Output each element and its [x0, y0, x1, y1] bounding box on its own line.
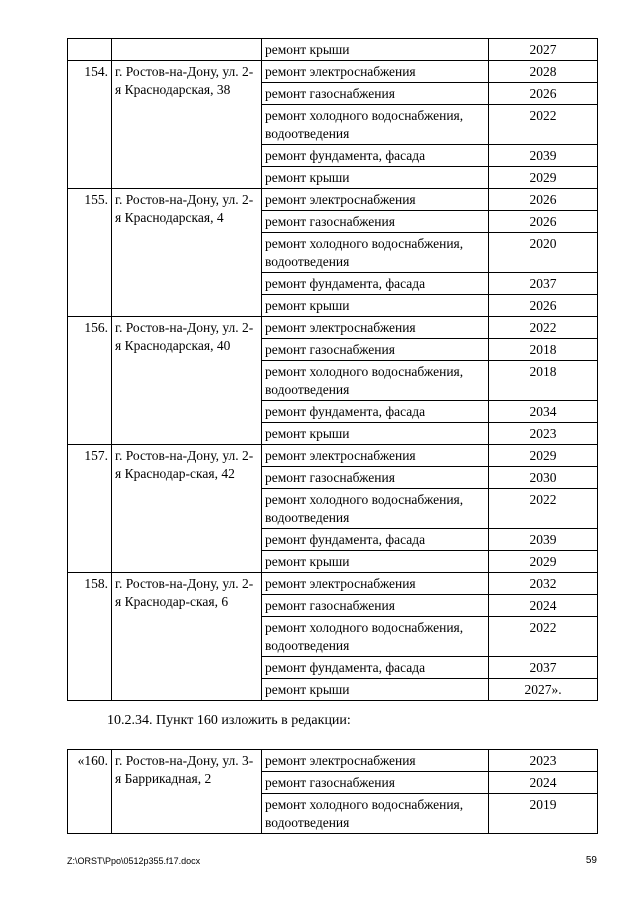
- table-row: [68, 61, 598, 83]
- address-cell: г. Ростов-на-Дону, ул. 2-я Краснодар-ская, 42: [112, 445, 262, 573]
- work-type-cell: ремонт холодного водоснабжения, водоотведения: [262, 794, 489, 834]
- work-type-cell: ремонт электроснабжения: [262, 317, 489, 339]
- work-type-cell: ремонт фундамента, фасада: [262, 273, 489, 295]
- year-cell: 2026: [489, 189, 598, 211]
- address-cell: г. Ростов-на-Дону, ул. 2-я Краснодарская, 4: [112, 189, 262, 317]
- year-cell: 2026: [489, 211, 598, 233]
- year-cell: 2022: [489, 489, 598, 529]
- work-type-cell: ремонт холодного водоснабжения, водоотведения: [262, 105, 489, 145]
- work-type-cell: ремонт газоснабжения: [262, 772, 489, 794]
- work-type-cell: ремонт газоснабжения: [262, 339, 489, 361]
- year-cell: 2024: [489, 772, 598, 794]
- work-type-cell: ремонт крыши: [262, 39, 489, 61]
- year-cell: 2032: [489, 573, 598, 595]
- work-type-cell: ремонт электроснабжения: [262, 445, 489, 467]
- item-number-cell: 156.: [68, 317, 112, 445]
- amendment-paragraph: 10.2.34. Пункт 160 изложить в редакции:: [107, 713, 351, 728]
- year-cell: 2039: [489, 529, 598, 551]
- item-number-cell: 154.: [68, 61, 112, 189]
- year-cell: 2029: [489, 445, 598, 467]
- address-cell: г. Ростов-на-Дону, ул. 2-я Краснодарская, 38: [112, 61, 262, 189]
- replacement-table: [67, 749, 598, 834]
- work-type-cell: ремонт газоснабжения: [262, 467, 489, 489]
- year-cell: 2027».: [489, 679, 598, 701]
- work-type-cell: ремонт фундамента, фасада: [262, 145, 489, 167]
- year-cell: 2037: [489, 657, 598, 679]
- year-cell: 2028: [489, 61, 598, 83]
- year-cell: 2022: [489, 617, 598, 657]
- table-row: [68, 573, 598, 595]
- year-cell: 2026: [489, 295, 598, 317]
- year-cell: 2034: [489, 401, 598, 423]
- table-row: [68, 445, 598, 467]
- year-cell: 2019: [489, 794, 598, 834]
- work-type-cell: ремонт электроснабжения: [262, 750, 489, 772]
- year-cell: 2018: [489, 361, 598, 401]
- work-type-cell: ремонт электроснабжения: [262, 189, 489, 211]
- year-cell: 2027: [489, 39, 598, 61]
- work-type-cell: ремонт крыши: [262, 551, 489, 573]
- repair-schedule-table: [67, 38, 598, 701]
- work-type-cell: ремонт крыши: [262, 679, 489, 701]
- address-cell: г. Ростов-на-Дону, ул. 3-я Баррикадная, 2: [112, 750, 262, 834]
- page-number: 59: [585, 855, 597, 866]
- year-cell: 2024: [489, 595, 598, 617]
- year-cell: 2023: [489, 750, 598, 772]
- year-cell: 2020: [489, 233, 598, 273]
- work-type-cell: ремонт фундамента, фасада: [262, 529, 489, 551]
- work-type-cell: ремонт электроснабжения: [262, 61, 489, 83]
- item-number-cell: [68, 39, 112, 61]
- year-cell: 2037: [489, 273, 598, 295]
- year-cell: 2029: [489, 551, 598, 573]
- address-cell: г. Ростов-на-Дону, ул. 2-я Краснодарская, 40: [112, 317, 262, 445]
- year-cell: 2018: [489, 339, 598, 361]
- work-type-cell: ремонт крыши: [262, 167, 489, 189]
- work-type-cell: ремонт крыши: [262, 295, 489, 317]
- address-cell: г. Ростов-на-Дону, ул. 2-я Краснодар-ская, 6: [112, 573, 262, 701]
- work-type-cell: ремонт холодного водоснабжения, водоотведения: [262, 233, 489, 273]
- work-type-cell: ремонт холодного водоснабжения, водоотведения: [262, 361, 489, 401]
- file-path: Z:\ORST\Ppo\0512p355.f17.docx: [67, 856, 201, 866]
- year-cell: 2026: [489, 83, 598, 105]
- year-cell: 2022: [489, 317, 598, 339]
- work-type-cell: ремонт крыши: [262, 423, 489, 445]
- year-cell: 2030: [489, 467, 598, 489]
- work-type-cell: ремонт газоснабжения: [262, 211, 489, 233]
- work-type-cell: ремонт фундамента, фасада: [262, 401, 489, 423]
- year-cell: 2023: [489, 423, 598, 445]
- table-row: [68, 39, 598, 61]
- item-number-cell: 155.: [68, 189, 112, 317]
- work-type-cell: ремонт холодного водоснабжения, водоотведения: [262, 489, 489, 529]
- work-type-cell: ремонт газоснабжения: [262, 83, 489, 105]
- table-row: [68, 750, 598, 772]
- item-number-cell: 157.: [68, 445, 112, 573]
- item-number-cell: 158.: [68, 573, 112, 701]
- table-row: [68, 317, 598, 339]
- year-cell: 2039: [489, 145, 598, 167]
- work-type-cell: ремонт холодного водоснабжения, водоотведения: [262, 617, 489, 657]
- table-row: [68, 189, 598, 211]
- year-cell: 2029: [489, 167, 598, 189]
- address-cell: [112, 39, 262, 61]
- year-cell: 2022: [489, 105, 598, 145]
- work-type-cell: ремонт газоснабжения: [262, 595, 489, 617]
- work-type-cell: ремонт электроснабжения: [262, 573, 489, 595]
- item-number-cell: «160.: [68, 750, 112, 834]
- work-type-cell: ремонт фундамента, фасада: [262, 657, 489, 679]
